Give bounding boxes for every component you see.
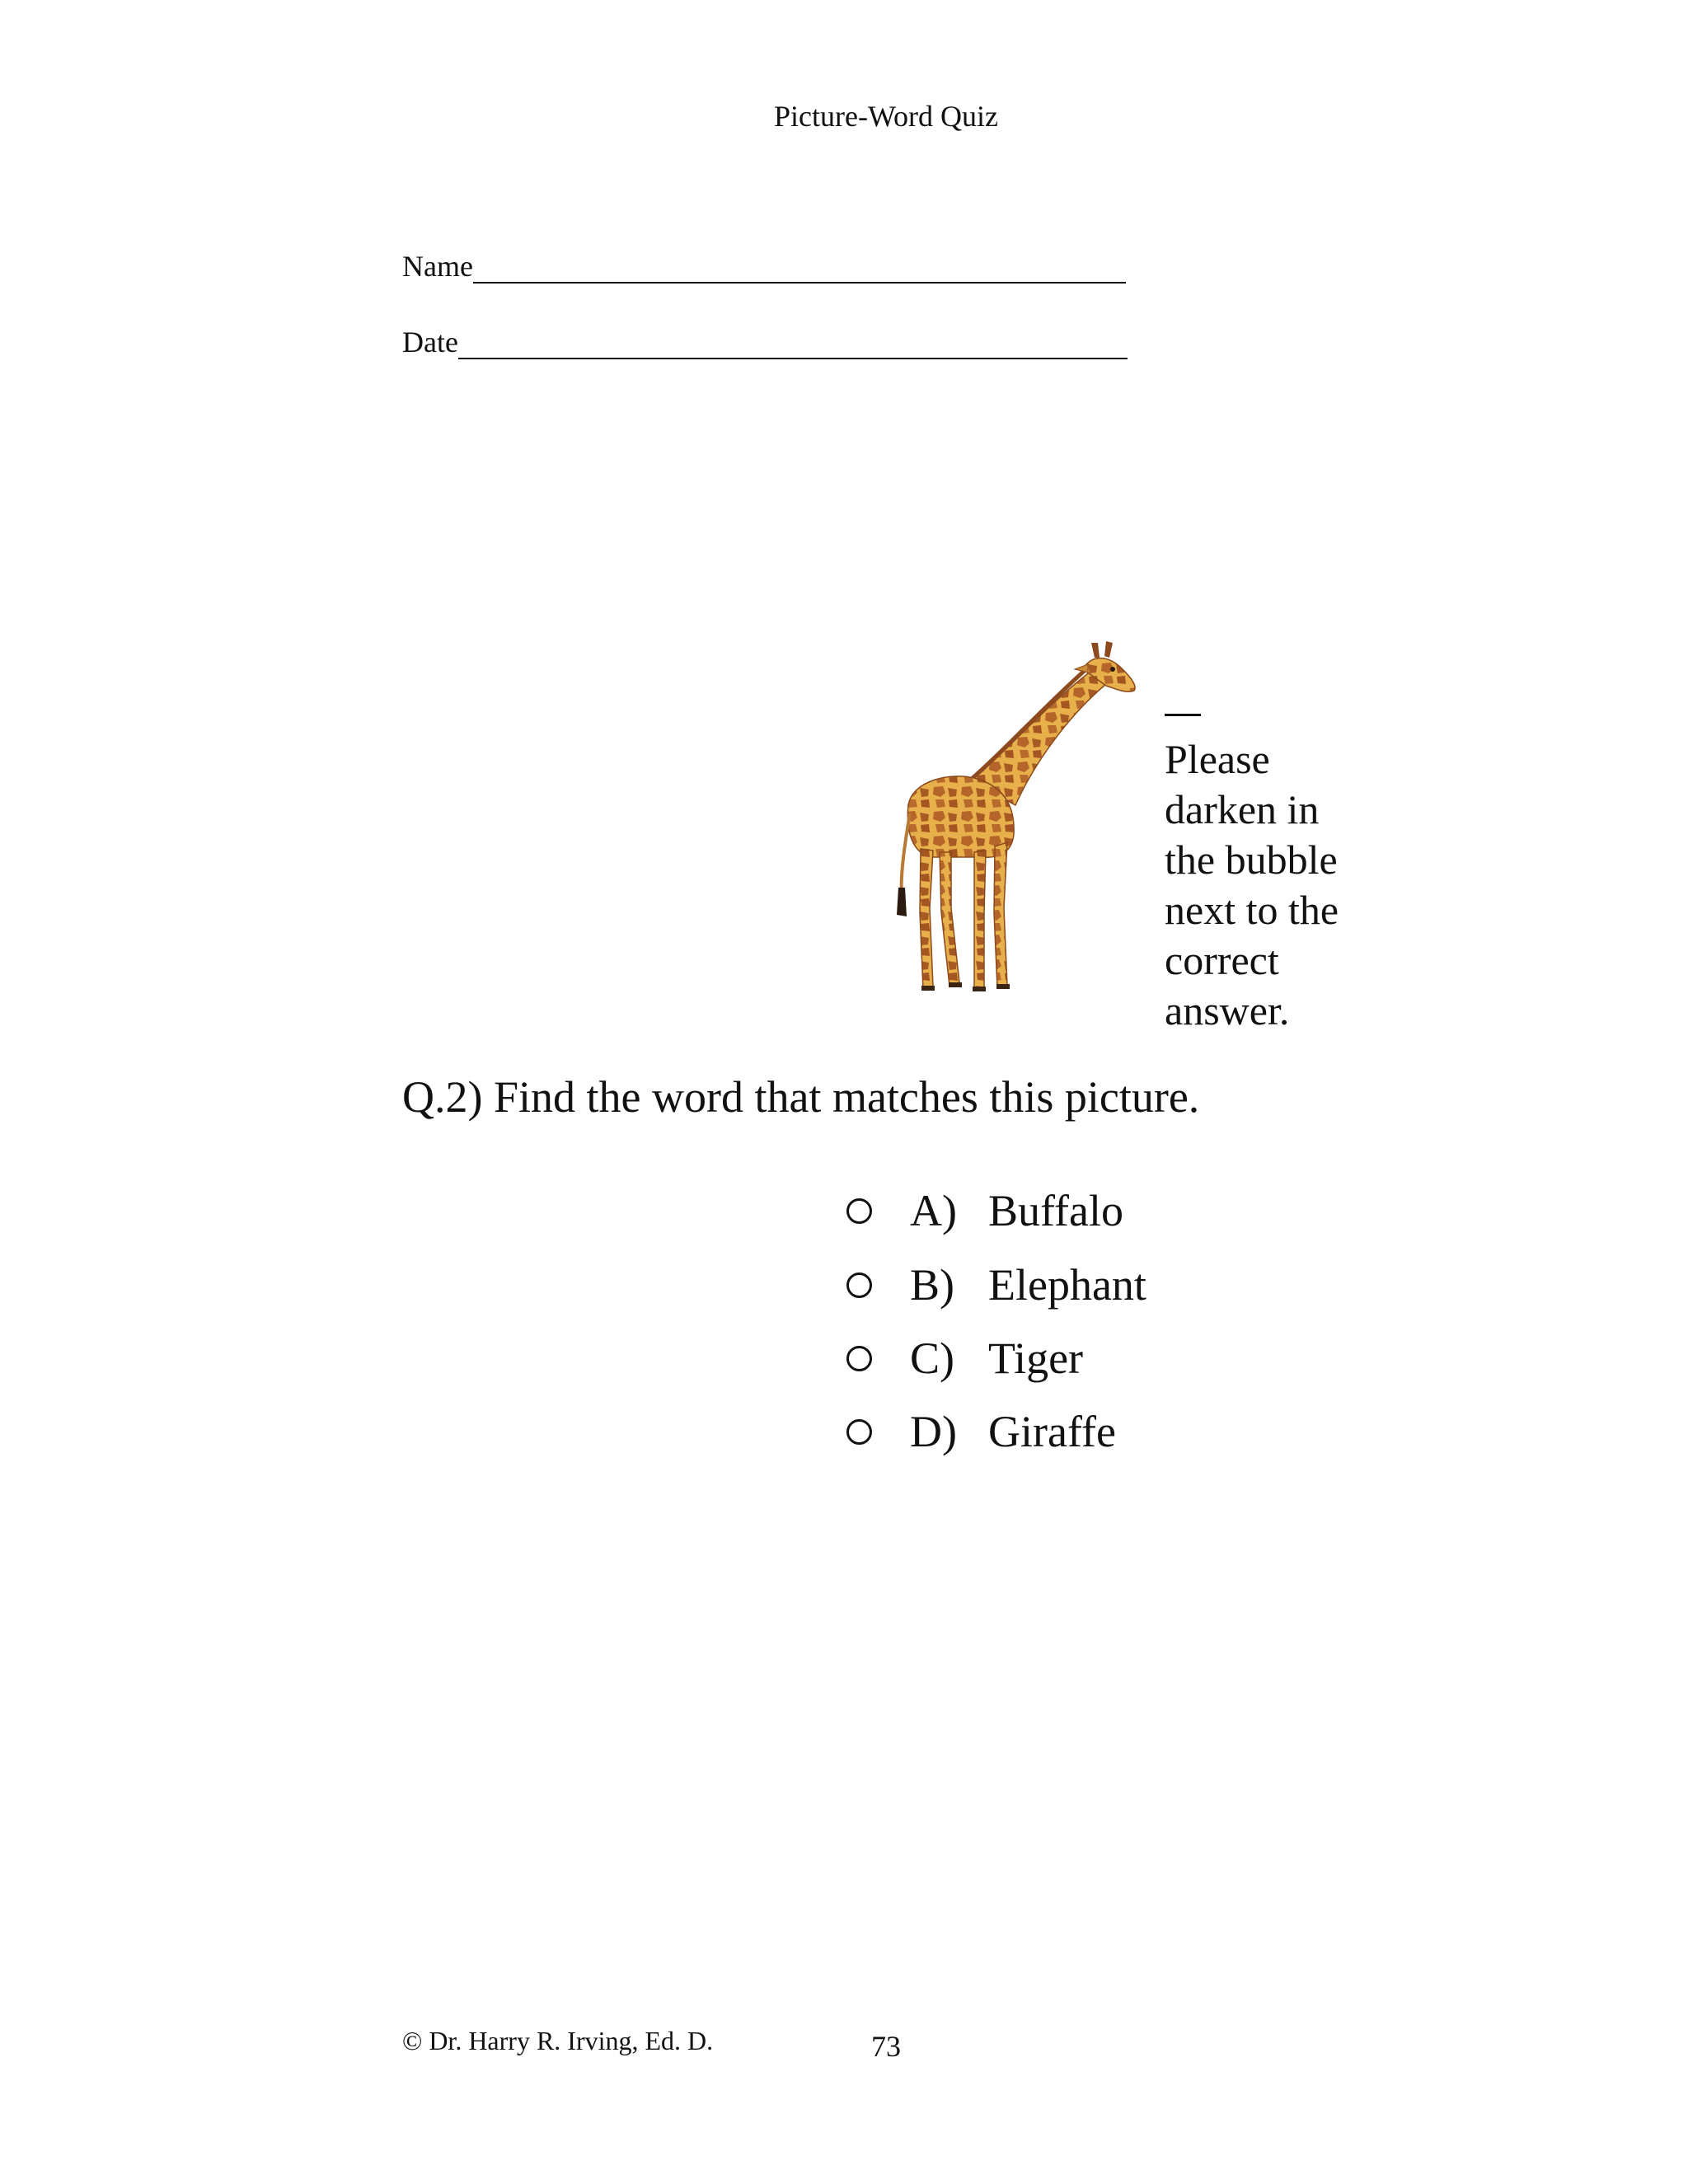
option-d[interactable] [846,1406,1116,1457]
date-input-line[interactable] [458,333,1128,359]
option-a[interactable] [846,1185,1123,1236]
giraffe-illustration [875,636,1160,999]
option-letter: B) [910,1260,954,1310]
name-label: Name [402,250,473,283]
option-label: Tiger [988,1333,1084,1383]
answer-bubble-b[interactable] [846,1272,872,1298]
option-letter: D) [910,1407,957,1456]
option-label: Elephant [988,1260,1146,1310]
instruction-line: answer. [1165,987,1290,1033]
answer-bubble-a[interactable] [846,1198,872,1224]
answer-bubble-d[interactable] [846,1419,872,1445]
answer-bubble-c[interactable] [846,1346,872,1371]
instruction-line: Please [1165,736,1270,782]
option-label: Giraffe [988,1407,1116,1456]
instruction-line: darken in [1165,786,1320,832]
page-title: Picture-Word Quiz [773,100,999,133]
date-label: Date [402,326,458,359]
option-b[interactable] [846,1259,1146,1310]
instruction-line: next to the [1165,887,1339,933]
question-text: Q.2) Find the word that matches this picture. [402,1072,1200,1122]
name-input-line[interactable] [473,257,1126,284]
page-number: 73 [871,2030,901,2063]
name-field[interactable] [402,249,1126,284]
instruction-line: the bubble [1165,837,1338,883]
date-field[interactable] [402,325,1128,359]
instruction-line: correct [1165,937,1279,983]
option-label: Buffalo [988,1186,1123,1235]
instruction-dash [1165,714,1201,716]
footer-copyright: © Dr. Harry R. Irving, Ed. D. [402,2026,714,2055]
option-c[interactable] [846,1333,1083,1384]
option-letter: C) [910,1333,954,1383]
instruction-text [1165,692,1379,1036]
option-letter: A) [910,1186,957,1235]
